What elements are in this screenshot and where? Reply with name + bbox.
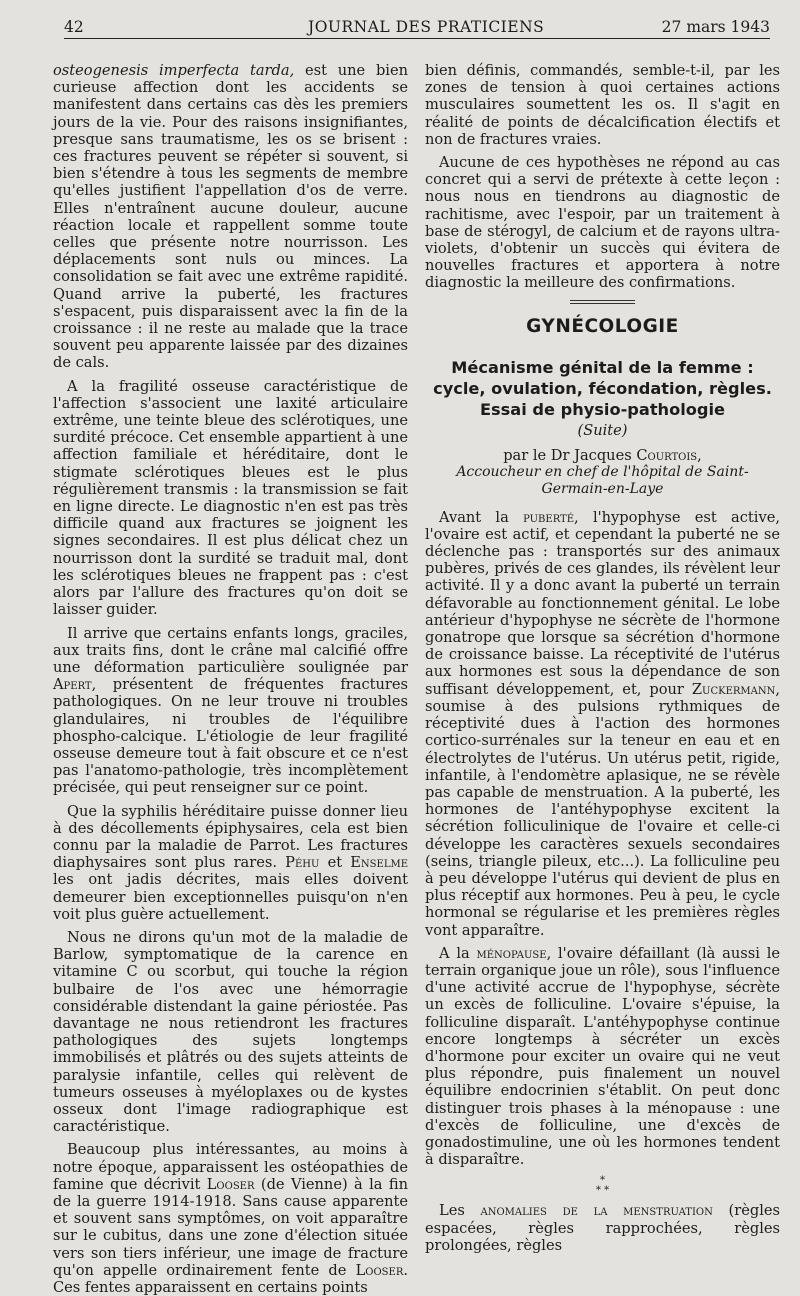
section-title: GYNÉCOLOGIE [526,315,679,337]
section-divider [570,300,635,304]
keyword: ménopause [476,944,547,962]
paragraph [53,1141,408,1296]
issue-date: 27 mars 1943 [661,18,770,36]
text: . Ces fentes apparaissent en certains points [53,1261,408,1296]
text: Avant la [439,508,524,526]
author-name: Péhu [285,854,320,872]
article-title [425,357,780,420]
latin-term: osteogenesis imperfecta tarda, [53,62,295,79]
text: est une bien curieuse affection dont les accidents se manifestent dans certains cas dès les premiers jours de la vie. Pour des raisons insignifiantes, presque sans traumatisme, les os se brisent : ces fractures peuvent se répéter si souvent, si bien s'étendre à tous les segments de membre qu'elles justifient l'appellation d'os de verre. Elles n'entraînent aucune douleur, aucune réaction locale et rappellent somme toute celles que présente notre nourrisson. Les déplacements sont nuls ou minces. La consolidation se fait avec une extrême rapidité. Quand arrive la puberté, les fractures s'espacent, puis disparaissent avec la fin de la croissance : il ne reste au malade que la trace souvent peu apparente laissée par des dizaines de cals. [53,62,408,372]
text: Beaucoup plus intéressantes, au moins à notre époque, apparaissent les ostéopathies de famine que décrivit [53,1141,408,1193]
paragraph: bien définis, commandés, semble-t-il, par les zones de tension à quoi certaines actions musculaires soumettent les os. Il s'agit en réalité de points de décalcification électifs et non de fractures vraies. [425,62,780,148]
paragraph [425,1202,780,1254]
text: par le Dr Jacques [503,447,637,465]
text: A la [439,944,477,962]
title-line: cycle, ovulation, fécondation, règles. [433,378,772,398]
text: , soumise à des pulsions rythmiques de réceptivité dues à l'action des hormones cortico-surrénales sur la teneur en eau et en électrolytes de l'utérus. Un utérus petit, rigide, infantile, à l'endomètre aplasique, ne se révèle pas capable de menstruation. A la puberté, les hormones de l'antéhypophyse excitent la sécrétion folliculinique de l'ovaire et celle-ci développe les caractères sexuels secondaires (seins, triangle pileux, etc...). La folliculine peu à peu développe l'utérus qui devient de plus en plus réceptif aux hormones. Peu à peu, le cycle hormonal se régularise et les premières règles vont apparaître. [425,680,780,939]
keyword: anomalies de la menstruation [480,1202,713,1220]
paragraph [53,62,408,372]
paragraph [53,625,408,797]
text: Que la syphilis héréditaire puisse donner lieu à des décollements épiphysaires, cela est bien connu par la maladie de Parrot. Les fractures diaphysaires sont plus rares. [53,802,408,872]
asterism-bottom: * * [595,1185,610,1197]
author-name: Looser [355,1261,404,1279]
text: , l'ovaire défaillant (là aussi le terrain organique joue un rôle), sous l'influence d'une activité accrue de l'hypophyse, sécrète un excès de folliculine. L'ovaire s'épuise, la folliculine disparaît. L'antéhypophyse continue encore longtemps à sécréter un excès d'hormone pour exciter un ovaire qui ne veut plus répondre, puis finalement un nouvel équilibre endocrinien s'établit. On peut donc distinguer trois phases à la ménopause : une d'excès de folliculine, une d'excès de gonadostimuline, une où les hormones tendent à disparaître. [425,944,781,1169]
asterism-top: * [600,1175,605,1187]
text: Il arrive que certains enfants longs, graciles, aux traits fins, dont le crâne mal calcifié offre une déformation particulière soulignée par [53,624,408,676]
paragraph: Aucune de ces hypothèses ne répond au cas concret qui a servi de prétexte à cette leçon : nous nous en tiendrons au diagnostic de rachitisme, avec l'espoir, par un traitement à base de stérogyl, de calcium et de rayons ultra-violets, d'obtenir un succès qui évitera de nouvelles fractures et apportera à notre diagnostic la meilleure des confirmations. [425,154,780,292]
article-author [425,447,780,464]
paragraph: Nous ne dirons qu'un mot de la maladie de Barlow, symptomatique de la carence en vitamine C ou scorbut, qui touche la région bulbaire de l'os avec une hémorragie considérable distendant la gaine périostée. Pas davantage ne nous retiendront les fractures pathologiques des sujets longtemps immobilisés et plâtrés ou des sujets atteints de paralysie infantile, celles qui relèvent de tumeurs osseuses à myéloplaxes ou de kystes osseux dont l'image radiographique est caractéristique. [53,928,408,1136]
text: , l'hypophyse est active, l'ovaire est actif, et cependant la puberté ne se déclenche pas : transportés sur des animaux pubères, privés de ces glandes, ils révèlent leur activité. Il y a donc avant la puberté un terrain défavorable au fonctionnement génital. Le lobe antérieur d'hypophyse ne sécrète de l'hormone gonatrope que lorsque sa sécrétion d'hormone de croissance baisse. La réceptivité de l'utérus aux hormones est sous la dépendance de son suffisant développement, et, pour [425,508,780,698]
author-name: Looser [206,1175,255,1193]
paragraph [425,945,780,1169]
asterism [425,1176,780,1196]
author-name: Courtois [636,447,698,465]
running-header [64,16,770,39]
text: les ont jadis décrites, mais elles doivent demeurer bien exceptionnelles puisqu'on n'en voit plus guère actuellement. [53,871,408,923]
author-name: Enselme [350,854,408,872]
paragraph [53,803,408,923]
text: , [697,447,702,465]
continuation-note: (Suite) [577,421,628,439]
text: , présentent de fréquentes fractures pathologiques. On ne leur trouve ni troubles glandulaires, ni troubles de l'équilibre phospho-calcique. L'étiologie de leur fragilité osseuse demeure tout à fait obscure et ce n'est pas l'anatomo-pathologie, très incomplètement précisée, qui peut renseigner sur ce point. [53,676,408,797]
text: Les [439,1202,481,1220]
keyword: puberté [523,508,575,526]
text: et [319,854,351,872]
text: (de Vienne) à la fin de la guerre 1914-1918. Sans cause apparente et souvent sans symptômes, on voit apparaître sur le cubitus, dans une zone d'élection située vers son tiers inférieur, une image de fracture qu'on appelle ordinairement fente de [53,1175,408,1279]
right-column [425,62,780,1254]
paragraph: A la fragilité osseuse caractéristique de l'affection s'associent une laxité articulaire extrême, une teinte bleue des sclérotiques, une surdité précoce. Cet ensemble appartient à une affection familiale et héréditaire, dont le stigmate sclérotiques bleues est le plus régulièrement transmis : la transmission se fait en ligne directe. Le diagnostic n'en est pas très difficile quand aux fractures se joignent les signes secondaires. Il est plus délicat chez un nourrisson dont la surdité se traduit mal, dont les sclérotiques bleues ne frappent pas : c'est alors par l'allure des fractures qu'on doit se laisser guider. [53,377,408,619]
title-line: Mécanisme génital de la femme : [451,357,754,377]
author-name: Apert [53,676,92,694]
journal-title: JOURNAL DES PRATICIENS [308,18,545,36]
text: (règles espacées, règles rapprochées, règles prolongées, règles [425,1202,780,1254]
left-column [53,62,408,1296]
author-name: Zuckermann [691,680,776,698]
author-affiliation: Accoucheur en chef de l'hôpital de Saint-Germain-en-Laye [456,464,749,498]
paragraph [425,509,780,939]
page-number: 42 [64,18,84,36]
title-line: Essai de physio-pathologie [479,399,725,419]
